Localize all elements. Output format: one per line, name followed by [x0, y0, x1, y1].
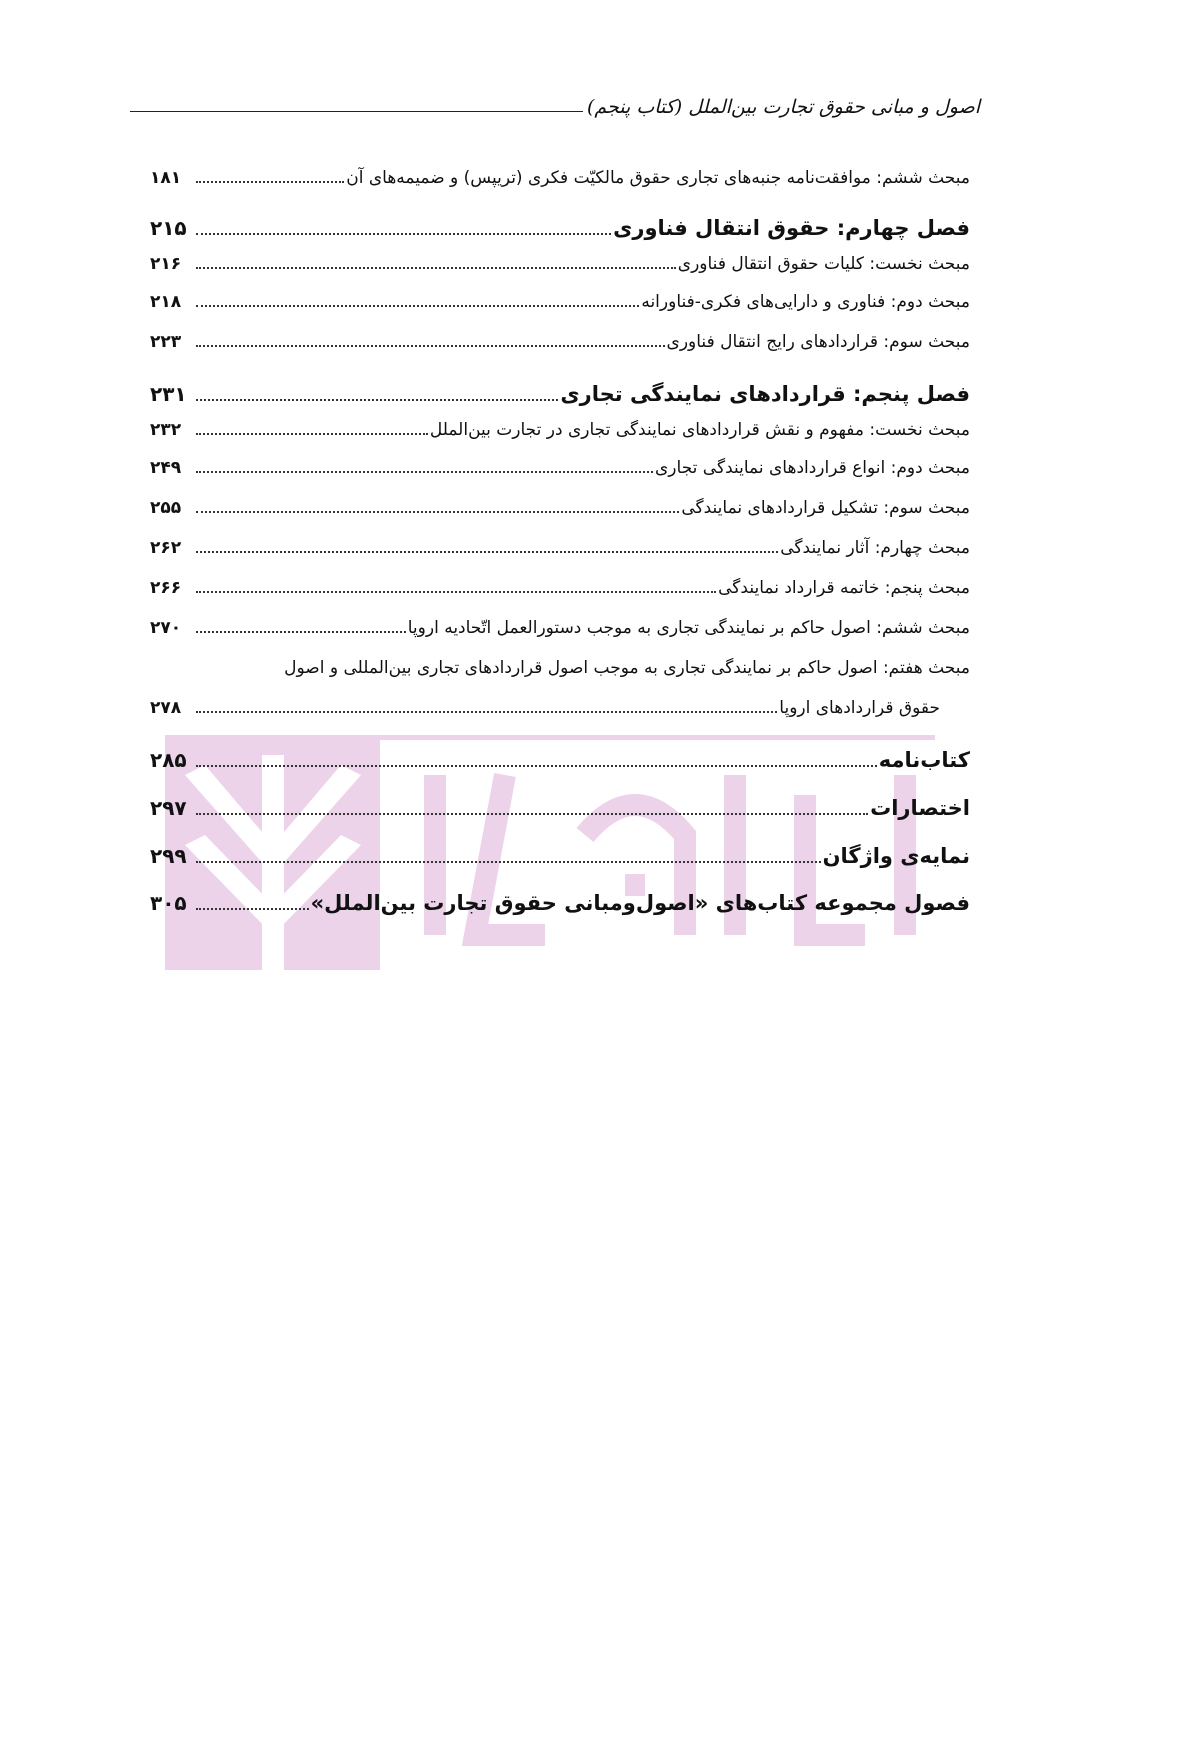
- toc-page-number: ۲۳۱: [150, 382, 187, 406]
- toc-entry: [150, 420, 970, 450]
- toc-page-number: ۲۳۲: [150, 420, 182, 440]
- toc-page-number: ۲۷۰: [150, 618, 182, 638]
- dot-leader: [196, 233, 611, 235]
- toc-entry: [150, 382, 970, 412]
- toc-entry-title: مبحث پنجم: خاتمه قرارداد نمایندگی: [718, 578, 970, 598]
- toc-page-number: ۲۹۹: [150, 844, 187, 868]
- toc-entry: [150, 844, 970, 874]
- toc-entry: [150, 796, 970, 826]
- toc-entry: [150, 168, 970, 198]
- toc-page-number: ۲۸۵: [150, 748, 187, 772]
- toc-entry-title: حقوق قراردادهای اروپا: [779, 698, 940, 718]
- toc-page-number: ۲۱۶: [150, 254, 182, 274]
- dot-leader: [196, 591, 716, 593]
- running-title: اصول و مبانی حقوق تجارت بین‌الملل (کتاب پنجم): [586, 96, 980, 118]
- dot-leader: [196, 631, 406, 633]
- dot-leader: [196, 908, 309, 910]
- toc-page-number: ۲۶۶: [150, 578, 182, 598]
- toc-page-number: ۲۷۸: [150, 698, 182, 718]
- toc-entry: [150, 698, 970, 728]
- toc-page-number: ۲۱۸: [150, 292, 182, 312]
- dot-leader: [196, 399, 558, 401]
- toc-entry: [150, 538, 970, 568]
- toc-entry-title: مبحث نخست: مفهوم و نقش قراردادهای نمایندگی تجاری در تجارت بین‌الملل: [429, 420, 970, 440]
- toc-entry: [150, 498, 970, 528]
- toc-entry-title: مبحث سوم: قراردادهای رایج انتقال فناوری: [666, 332, 970, 352]
- toc-entry-title: مبحث چهارم: آثار نمایندگی: [780, 538, 970, 558]
- toc-entry: [150, 458, 970, 488]
- toc-entry: [150, 216, 970, 246]
- toc-entry-title: مبحث ششم: موافقت‌نامه جنبه‌های تجاری حقوق مالکیّت فکری (تریپس) و ضمیمه‌های آن: [346, 168, 970, 188]
- toc-entry: [150, 254, 970, 284]
- toc-entry: [150, 618, 970, 648]
- toc-entry-title: فصل چهارم: حقوق انتقال فناوری: [613, 216, 970, 240]
- dot-leader: [196, 861, 821, 863]
- toc-entry: [150, 332, 970, 362]
- toc-entry-title: مبحث ششم: اصول حاکم بر نمایندگی تجاری به موجب دستورالعمل اتّحادیه اروپا: [407, 618, 970, 638]
- toc-entry: [150, 578, 970, 608]
- toc-entry-title: کتاب‌نامه: [878, 748, 970, 772]
- toc-page-number: ۲۹۷: [150, 796, 187, 820]
- toc-page-number: ۲۲۳: [150, 332, 182, 352]
- dot-leader: [196, 551, 778, 553]
- dot-leader: [196, 711, 777, 713]
- toc-entry: [150, 891, 970, 921]
- header-rule: [130, 111, 583, 112]
- dot-leader: [196, 471, 653, 473]
- toc-page-number: ۲۴۹: [150, 458, 182, 478]
- toc-entry: [150, 658, 970, 688]
- toc-page-number: ۲۱۵: [150, 216, 187, 240]
- dot-leader: [196, 181, 344, 183]
- dot-leader: [196, 305, 639, 307]
- toc-entry-title: نمایه‌ی واژگان: [822, 844, 970, 868]
- dot-leader: [196, 433, 428, 435]
- toc-entry-title: اختصارات: [870, 796, 970, 820]
- toc-page-number: ۲۵۵: [150, 498, 182, 518]
- toc-entry-title: مبحث دوم: فناوری و دارایی‌های فکری-فناورانه: [641, 292, 970, 312]
- dot-leader: [196, 345, 665, 347]
- toc-entry: [150, 748, 970, 778]
- running-header: [130, 88, 980, 118]
- dot-leader: [196, 765, 877, 767]
- toc-page-number: ۱۸۱: [150, 168, 182, 188]
- toc-entry-title: مبحث دوم: انواع قراردادهای نمایندگی تجاری: [655, 458, 970, 478]
- toc-entry-title: مبحث هفتم: اصول حاکم بر نمایندگی تجاری به موجب اصول قراردادهای تجاری بین‌المللی و اصول: [284, 658, 970, 678]
- toc-page-number: ۲۶۲: [150, 538, 182, 558]
- toc-entry-title: مبحث نخست: کلیات حقوق انتقال فناوری: [677, 254, 970, 274]
- toc-entry: [150, 292, 970, 322]
- dot-leader: [196, 813, 868, 815]
- dot-leader: [196, 267, 676, 269]
- toc-entry-title: فصول مجموعه کتاب‌های «اصول‌ومبانی حقوق تجارت بین‌الملل»: [310, 891, 970, 915]
- dot-leader: [196, 511, 679, 513]
- toc-entry-title: مبحث سوم: تشکیل قراردادهای نمایندگی: [681, 498, 970, 518]
- toc-page-number: ۳۰۵: [150, 891, 187, 915]
- toc-entry-title: فصل پنجم: قراردادهای نمایندگی تجاری: [560, 382, 970, 406]
